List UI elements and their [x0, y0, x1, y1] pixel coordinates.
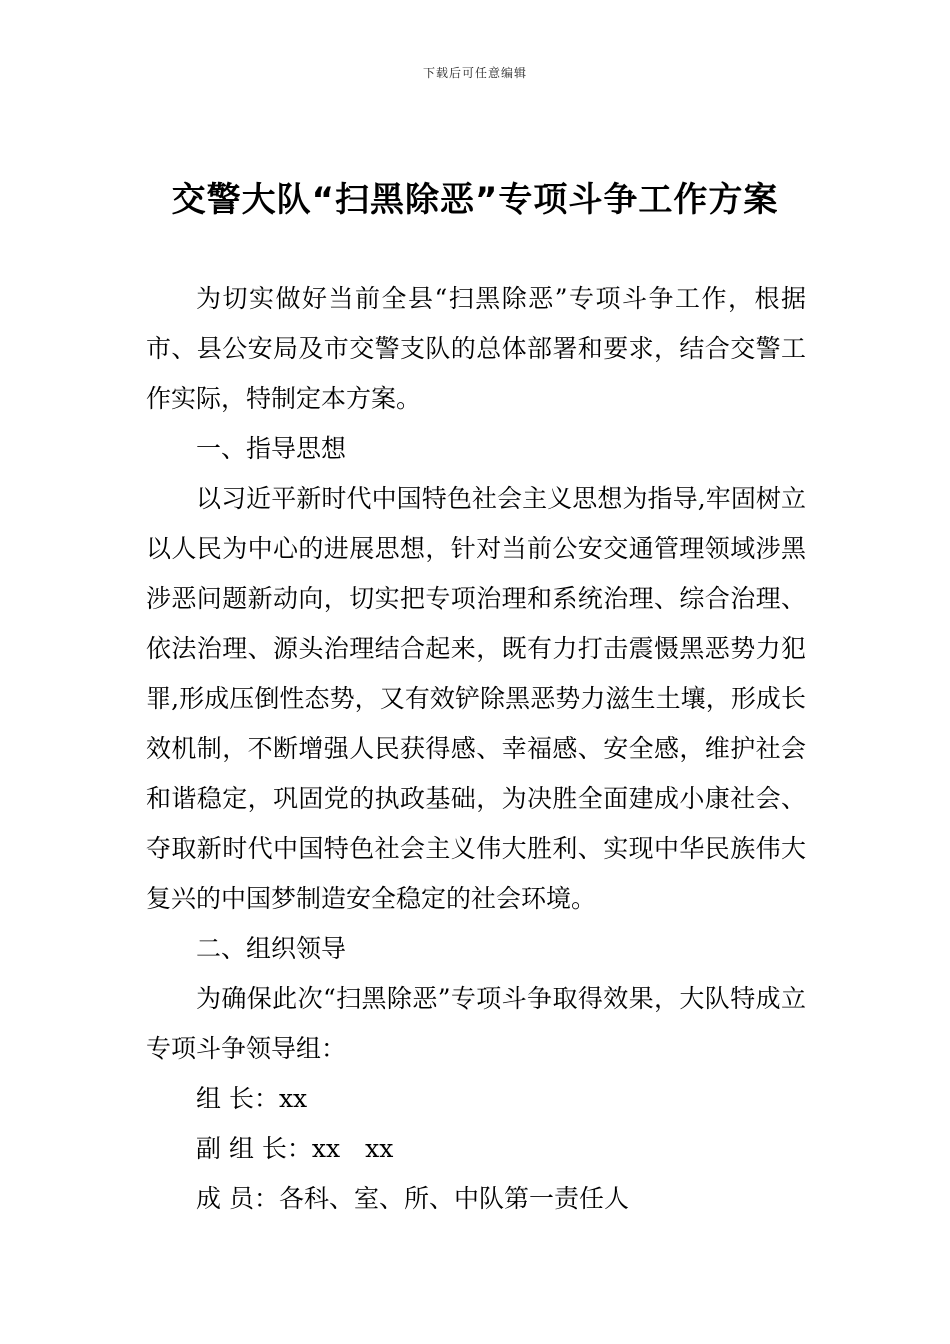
document-title: 交警大队“扫黑除恶”专项斗争工作方案 [171, 180, 779, 220]
organization-paragraph: 为确保此次“扫黑除恶”专项斗争取得效果，大队特成立专项斗争领导组： [146, 984, 806, 1063]
intro-paragraph: 为切实做好当前全县“扫黑除恶”专项斗争工作，根据市、县公安局及市交警支队的总体部署和要求，结合交警工作实际，特制定本方案。 [146, 284, 806, 413]
document-body [146, 274, 806, 1224]
section-heading-guiding-ideology: 一、指导思想 [196, 434, 347, 463]
group-leader-line: 组 长：xx [196, 1084, 308, 1113]
members-line: 成 员：各科、室、所、中队第一责任人 [196, 1184, 629, 1213]
section-heading-organization: 二、组织领导 [196, 934, 347, 963]
deputy-leader-line: 副 组 长：xx xx [196, 1134, 394, 1163]
guiding-ideology-paragraph: 以习近平新时代中国特色社会主义思想为指导,牢固树立以人民为中心的进展思想，针对当前公安交通管理领域涉黑涉恶问题新动向，切实把专项治理和系统治理、综合治理、依法治理、源头治理结合起来，既有力打击震慑黑恶势力犯罪,形成压倒性态势，又有效铲除黑恶势力滋生土壤，形成长效机制，不断增强人民获得感、幸福感、安全感，维护社会和谐稳定，巩固党的执政基础，为决胜全面建成小康社会、夺取新时代中国特色社会主义伟大胜利、实现中华民族伟大复兴的中国梦制造安全稳定的社会环境。 [146, 484, 806, 913]
page-header-note: 下载后可任意编辑 [422, 66, 527, 80]
